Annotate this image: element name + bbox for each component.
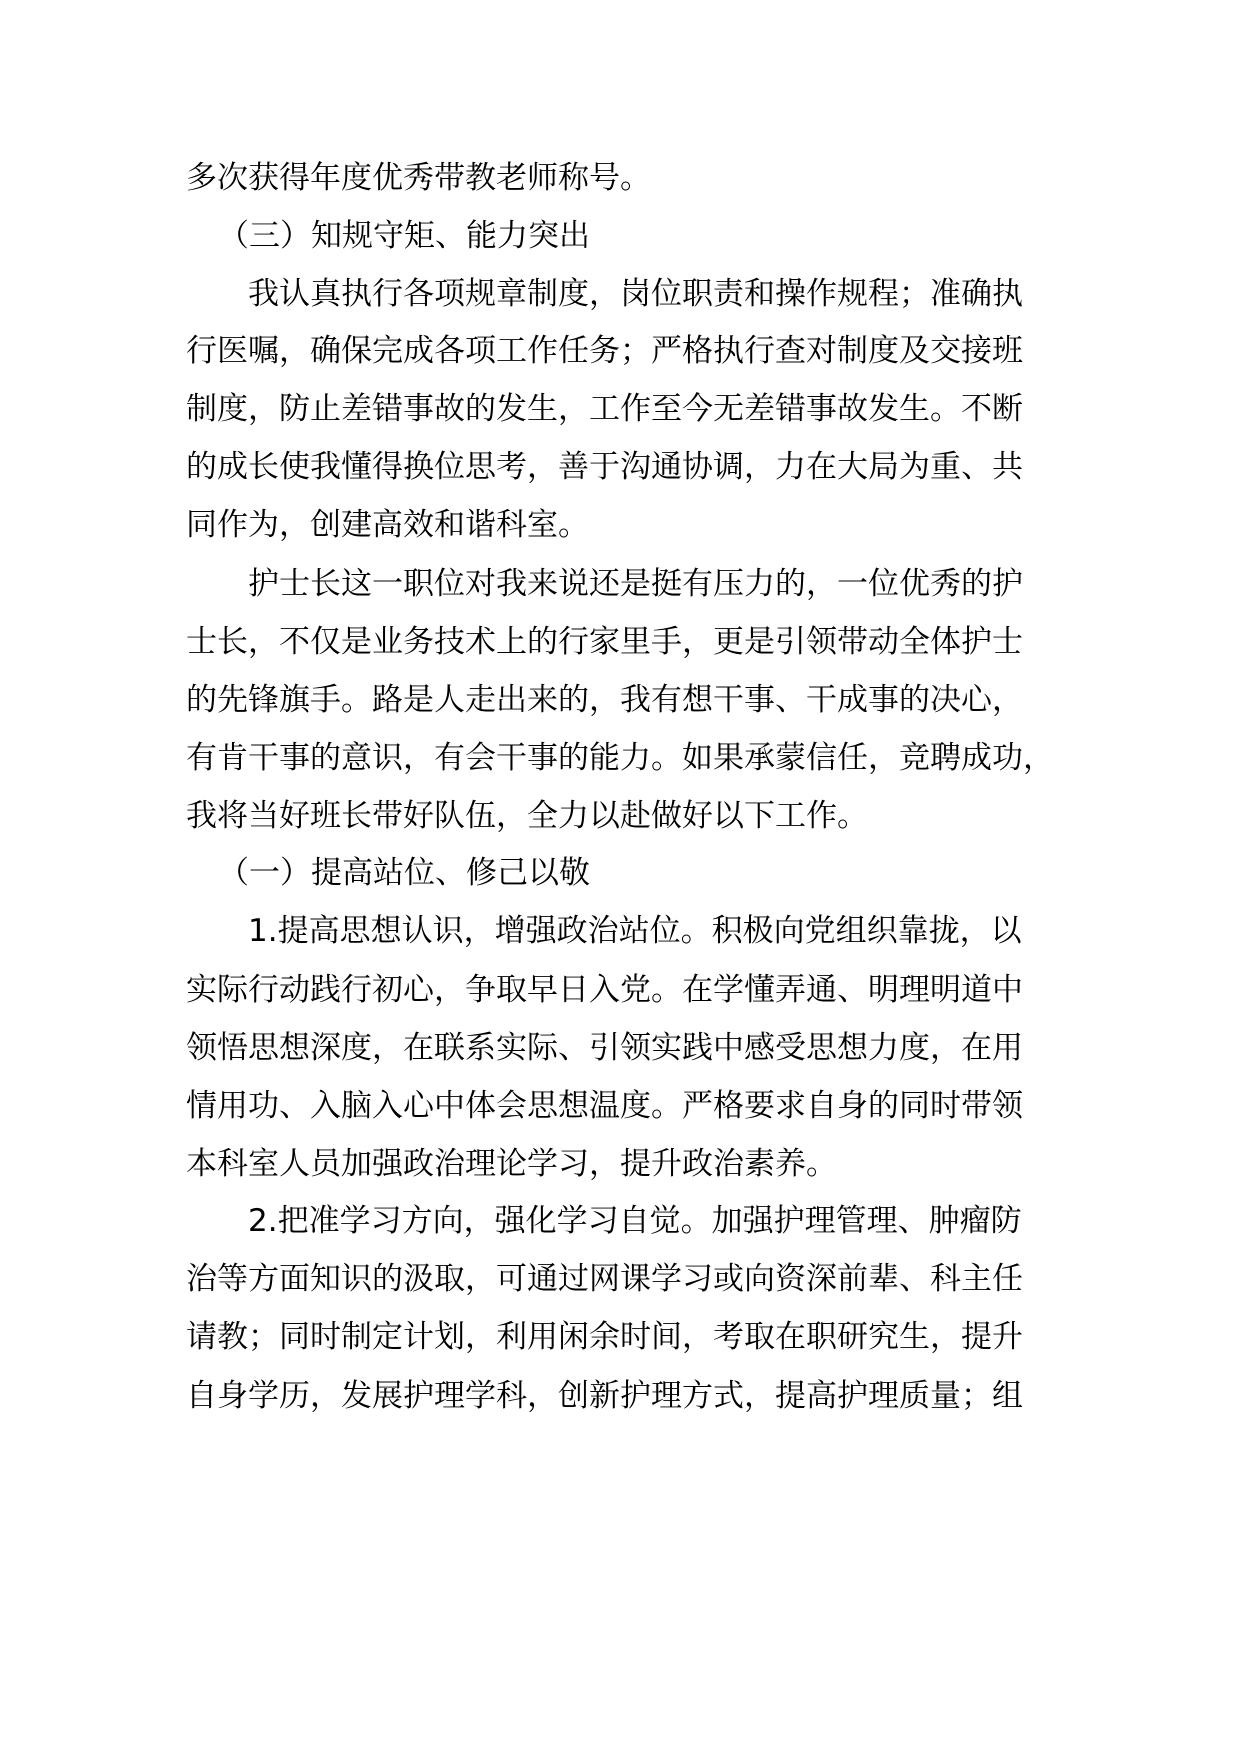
- text-line: 士长，不仅是业务技术上的行家里手，更是引领带动全体护士: [186, 624, 1023, 660]
- text-line: 本科室人员加强政治理论学习，提升政治素养。: [186, 1146, 837, 1182]
- text-line: 护士长这一职位对我来说还是挺有压力的，一位优秀的护: [248, 566, 1023, 602]
- text-line: 我将当好班长带好队伍，全力以赴做好以下工作。: [186, 798, 868, 834]
- text-line: 的成长使我懂得换位思考，善于沟通协调，力在大局为重、共: [186, 449, 1023, 485]
- text-line: 领悟思想深度，在联系实际、引领实践中感受思想力度，在用: [186, 1030, 1023, 1066]
- text-line: 请教；同时制定计划，利用闲余时间，考取在职研究生，提升: [186, 1319, 1023, 1355]
- section-heading: （一）提高站位、修己以敬: [218, 855, 590, 891]
- text-line: 行医嘱，确保完成各项工作任务；严格执行查对制度及交接班: [186, 333, 1023, 369]
- text-line: 实际行动践行初心，争取早日入党。在学懂弄通、明理明道中: [186, 972, 1023, 1008]
- text-line: 1.提高思想认识，增强政治站位。积极向党组织靠拢，以: [248, 913, 1022, 949]
- section-heading: （三）知规守矩、能力突出: [218, 218, 590, 254]
- text-line: 自身学历，发展护理学科，创新护理方式，提高护理质量；组: [186, 1378, 1023, 1414]
- text-line: 制度，防止差错事故的发生，工作至今无差错事故发生。不断: [186, 391, 1023, 427]
- text-line: 我认真执行各项规章制度，岗位职责和操作规程；准确执: [248, 276, 1023, 312]
- text-line: 有肯干事的意识，有会干事的能力。如果承蒙信任，竞聘成功，: [186, 740, 1054, 776]
- text-line: 的先锋旗手。路是人走出来的，我有想干事、干成事的决心，: [186, 682, 1023, 718]
- text-line: 情用功、入脑入心中体会思想温度。严格要求自身的同时带领: [186, 1088, 1023, 1124]
- text-line: 治等方面知识的汲取，可通过网课学习或向资深前辈、科主任: [186, 1261, 1023, 1297]
- text-line: 2.把准学习方向，强化学习自觉。加强护理管理、肿瘤防: [248, 1203, 1022, 1239]
- text-line: 同作为，创建高效和谐科室。: [186, 507, 589, 543]
- text-line: 多次获得年度优秀带教老师称号。: [186, 160, 651, 196]
